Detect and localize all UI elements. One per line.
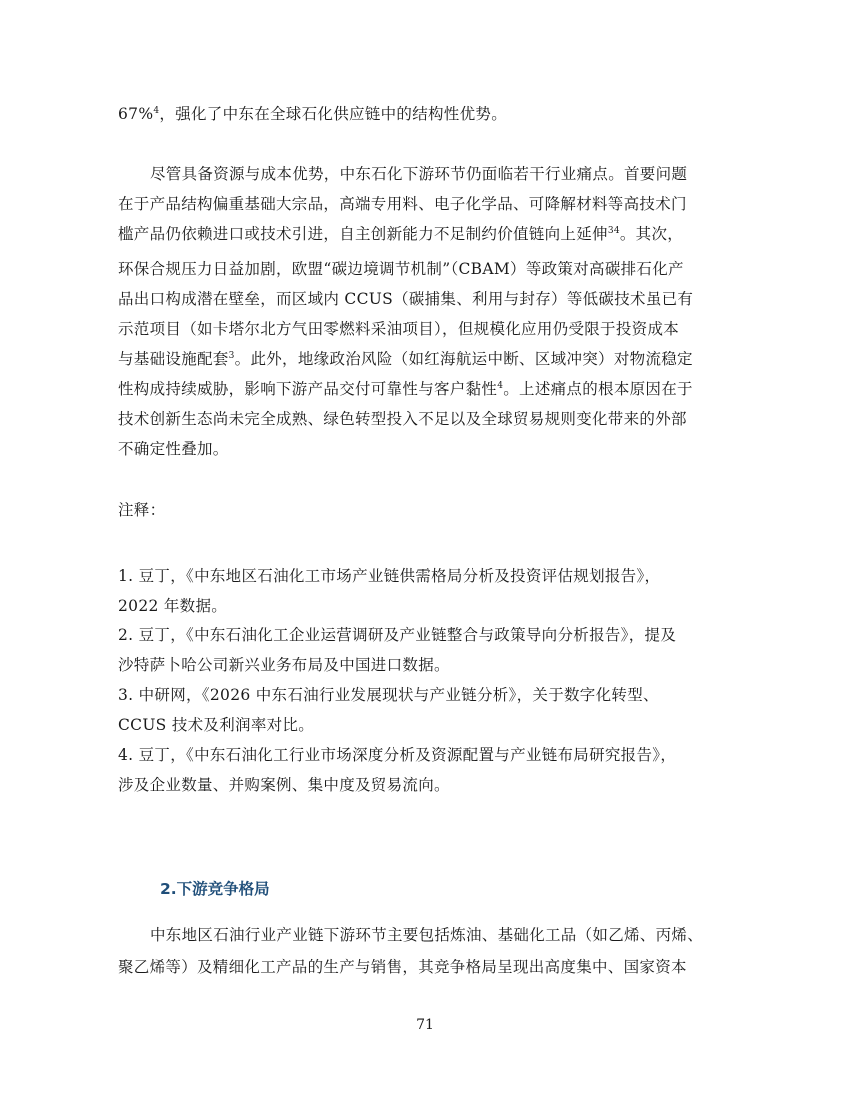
note-2-line-2: 沙特萨卜哈公司新兴业务布局及中国进口数据。 — [118, 656, 450, 674]
paragraph-main-line-1: 尽管具备资源与成本优势，中东石化下游环节仍面临若干行业痛点。首要问题 — [150, 165, 688, 183]
note-1-line-1: 1. 豆丁，《中东地区石油化工市场产业链供需格局分析及投资评估规划报告》， — [118, 567, 661, 585]
paragraph-main-line-3 — [118, 224, 683, 244]
page-number: 71 — [416, 1017, 434, 1033]
paragraph-main-line-4: 环保合规压力日益加剧，欧盟“碳边境调节机制”（CBAM）等政策对高碳排石化产 — [118, 260, 684, 278]
section-line-1: 中东地区石油行业产业链下游环节主要包括炼油、基础化工品（如乙烯、丙烯、 — [150, 926, 704, 944]
note-1-line-2: 2022 年数据。 — [118, 597, 228, 615]
paragraph-main-line-7 — [118, 349, 693, 369]
footnote-ref: 3 — [228, 350, 235, 361]
note-4-line-1: 4. 豆丁，《中东石油化工行业市场深度分析及资源配置与产业链布局研究报告》， — [118, 746, 677, 764]
note-2-line-1: 2. 豆丁，《中东石油化工企业运营调研及产业链整合与政策导向分析报告》，提及 — [118, 626, 677, 644]
paragraph-main-line-5: 品出口构成潜在壁垒，而区域内 CCUS（碳捕集、利用与封存）等低碳技术虽已有 — [118, 290, 694, 308]
note-4-line-2: 涉及企业数量、并购案例、集中度及贸易流向。 — [118, 776, 450, 794]
text-run: 槛产品仍依赖进口或技术引进，自主创新能力不足制约价值链向上延伸 — [118, 225, 608, 243]
note-3-line-2: CCUS 技术及利润率对比。 — [118, 716, 315, 734]
footnote-ref: 34 — [607, 225, 620, 236]
footnote-ref: 4 — [497, 380, 504, 391]
text-run: 性构成持续威胁，影响下游产品交付可靠性与客户黏性 — [118, 380, 498, 398]
notes-title: 注释： — [118, 501, 166, 519]
paragraph-main-line-8 — [118, 379, 693, 399]
paragraph-main-line-6: 示范项目（如卡塔尔北方气田零燃料采油项目），但规模化应用仍受限于投资成本 — [118, 320, 680, 338]
text-run: 与基础设施配套 — [118, 350, 229, 368]
text-run: 。其次， — [619, 225, 684, 243]
paragraph-main-line-10: 不确定性叠加。 — [118, 440, 229, 458]
text-run: ，强化了中东在全球石化供应链中的结构性优势。 — [159, 105, 507, 123]
paragraph-main-line-9: 技术创新生态尚未完全成熟、绿色转型投入不足以及全球贸易规则变化带来的外部 — [118, 410, 687, 428]
text-run: 。上述痛点的根本原因在于 — [503, 380, 693, 398]
note-3-line-1: 3. 中研网，《2026 中东石油行业发展现状与产业链分析》，关于数字化转型、 — [118, 686, 659, 704]
paragraph-top-line — [118, 104, 507, 124]
section-heading: 2.下游竞争格局 — [160, 880, 270, 898]
text-run: 。此外，地缘政治风险（如红海航运中断、区域冲突）对物流稳定 — [234, 350, 693, 368]
text-run: 67% — [118, 105, 154, 123]
paragraph-main-line-2: 在于产品结构偏重基础大宗品，高端专用料、电子化学品、可降解材料等高技术门 — [118, 195, 687, 213]
footnote-ref: 4 — [153, 105, 160, 116]
section-line-2: 聚乙烯等）及精细化工产品的生产与销售，其竞争格局呈现出高度集中、国家资本 — [118, 958, 687, 976]
